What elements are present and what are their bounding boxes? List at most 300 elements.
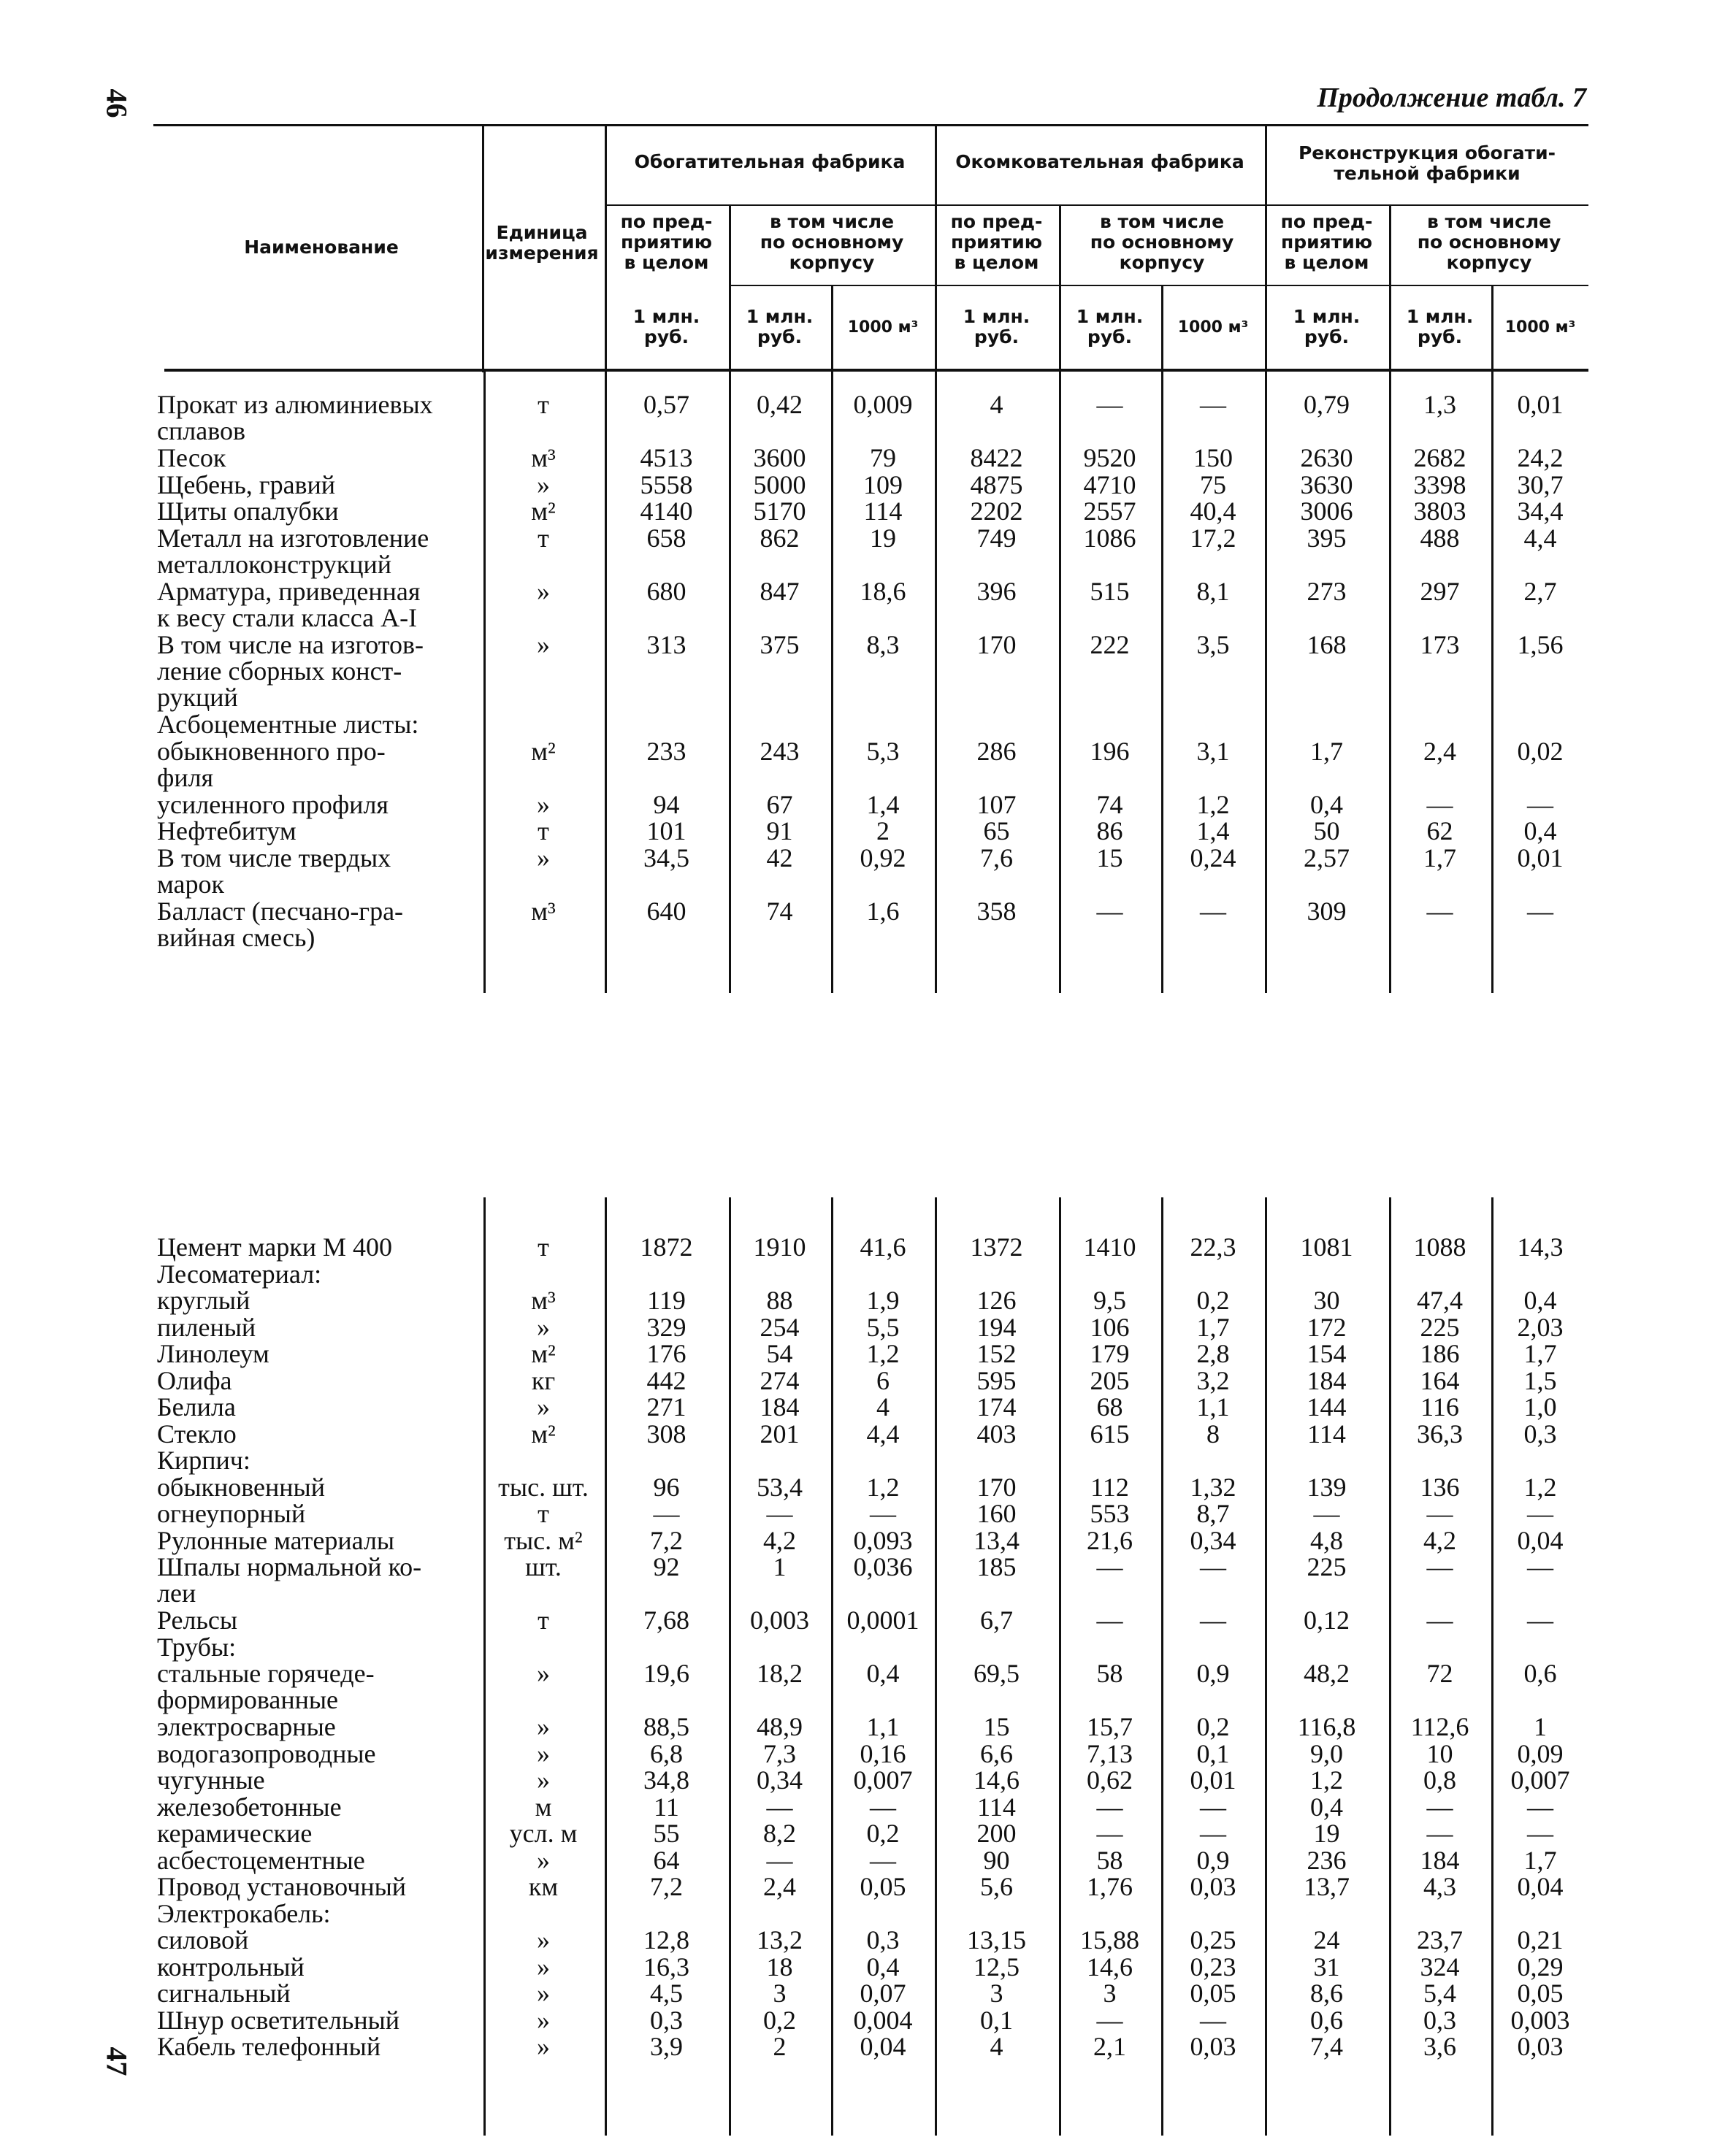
table-cell: 9,5: [1093, 1286, 1126, 1315]
table-cell: 0,92: [860, 843, 906, 872]
row-unit: м²: [531, 1419, 556, 1449]
table-cell: 1,4: [1196, 816, 1230, 845]
table-cell: —: [1200, 1606, 1226, 1635]
table-cell: 8422: [970, 443, 1023, 472]
table-cell: 19: [870, 523, 896, 553]
table-cell: 0,25: [1190, 1925, 1236, 1954]
table-cell: 6,8: [650, 1738, 683, 1768]
table-cell: 375: [760, 629, 800, 659]
table-cell: 3630: [1300, 469, 1353, 499]
column-rule: [729, 204, 731, 372]
table-cell: 0,05: [860, 1872, 906, 1901]
row-name: Олифа: [157, 1365, 232, 1395]
table-cell: 14,6: [1087, 1952, 1133, 1982]
table-cell: 15,88: [1080, 1925, 1139, 1954]
table-cell: 553: [1090, 1499, 1130, 1528]
table-cell: 0,9: [1196, 1659, 1230, 1688]
row-unit: »: [537, 1845, 550, 1875]
table-cell: 3398: [1413, 469, 1466, 499]
table-cell: 13,15: [967, 1925, 1026, 1954]
table-cell: 1872: [640, 1232, 693, 1262]
table-cell: 34,4: [1517, 496, 1564, 526]
table-cell: 184: [1307, 1365, 1347, 1395]
table-cell: —: [1200, 390, 1226, 419]
table-cell: 7,6: [980, 843, 1013, 872]
table-cell: 15: [983, 1712, 1010, 1741]
row-unit: м³: [531, 1286, 556, 1315]
table-cell: 1,2: [866, 1472, 900, 1502]
table-cell: 0,04: [1517, 1525, 1564, 1555]
table-cell: 3,2: [1196, 1365, 1230, 1395]
table-cell: 0,03: [1190, 1872, 1236, 1901]
row-unit: т: [538, 1499, 549, 1528]
table-cell: 4710: [1083, 469, 1136, 499]
row-unit: »: [537, 789, 550, 819]
header-bottom-rule: [164, 369, 1588, 372]
row-name: обыкновенный: [157, 1472, 326, 1502]
table-cell: 5,3: [866, 736, 900, 766]
table-cell: —: [1200, 896, 1226, 926]
table-cell: 92: [653, 1552, 680, 1581]
row-name: Кирпич:: [157, 1446, 250, 1475]
row-name: Шнур осветительный: [157, 2005, 400, 2035]
table-cell: 1,7: [1423, 843, 1456, 872]
table-cell: 0,6: [1310, 2005, 1343, 2035]
table-cell: 13,4: [974, 1525, 1020, 1555]
table-cell: 1088: [1413, 1232, 1466, 1262]
table-cell: 3006: [1300, 496, 1353, 526]
page-number-top: 46: [100, 88, 134, 118]
table-cell: 34,8: [643, 1765, 689, 1795]
table-cell: 1,6: [866, 896, 900, 926]
group-rule: [605, 204, 1588, 206]
row-unit: т: [538, 816, 549, 845]
table-cell: 273: [1307, 576, 1347, 606]
table-cell: 30,7: [1517, 469, 1564, 499]
row-unit: м: [535, 1792, 552, 1822]
table-cell: 7,2: [650, 1525, 683, 1555]
table-cell: —: [1426, 1606, 1453, 1635]
table-cell: 2,1: [1093, 2032, 1126, 2061]
table-cell: 31: [1313, 1952, 1340, 1982]
row-name: Металл на изготовление металлоконструкций: [157, 523, 429, 579]
table-cell: 442: [646, 1365, 686, 1395]
table-cell: 0,3: [1423, 2005, 1456, 2035]
table-cell: 23,7: [1417, 1925, 1463, 1954]
table-cell: —: [1426, 1792, 1453, 1822]
table-cell: 0,003: [750, 1606, 809, 1635]
table-top-rule: [153, 124, 1588, 126]
column-rule: [935, 124, 937, 372]
subgroup-rule: [730, 285, 1588, 286]
column-rule: [1389, 204, 1391, 372]
table-cell: —: [1527, 1499, 1553, 1528]
table-cell: 0,42: [757, 390, 803, 419]
table-cell: 0,12: [1304, 1606, 1350, 1635]
row-name: Кабель телефонный: [157, 2032, 381, 2061]
table-cell: 74: [1096, 789, 1123, 819]
row-unit: »: [537, 1979, 550, 2008]
table-cell: 64: [653, 1845, 680, 1875]
table-cell: 1,56: [1517, 629, 1564, 659]
table-cell: 680: [646, 576, 686, 606]
table-cell: 53,4: [757, 1472, 803, 1502]
table-cell: 172: [1307, 1312, 1347, 1342]
table-cell: 3,6: [1423, 2032, 1456, 2061]
table-cell: 0,3: [1523, 1419, 1557, 1449]
row-name: Балласт (песчано-гра- вийная смесь): [157, 896, 404, 952]
row-name: усиленного профиля: [157, 789, 389, 819]
table-cell: 116: [1420, 1392, 1459, 1422]
table-cell: 65: [983, 816, 1010, 845]
table-cell: 88: [766, 1286, 793, 1315]
table-cell: 8,2: [763, 1819, 796, 1848]
table-cell: 74: [766, 896, 793, 926]
table-cell: 18: [766, 1952, 793, 1982]
table-cell: 5,5: [866, 1312, 900, 1342]
table-cell: 48,9: [757, 1712, 803, 1741]
table-cell: 168: [1307, 629, 1347, 659]
row-name: обыкновенного про- филя: [157, 736, 386, 792]
table-cell: 243: [760, 736, 800, 766]
table-cell: 2,7: [1523, 576, 1557, 606]
table-cell: 50: [1313, 816, 1340, 845]
table-cell: —: [1200, 2005, 1226, 2035]
table-cell: 847: [760, 576, 800, 606]
header-unit-m3-3: 1000 м³: [1504, 318, 1576, 337]
table-cell: 90: [983, 1845, 1010, 1875]
table-cell: 1: [1534, 1712, 1547, 1741]
table-cell: 1081: [1300, 1232, 1353, 1262]
table-cell: 200: [976, 1819, 1017, 1848]
table-cell: 24: [1313, 1925, 1340, 1954]
table-cell: 36,3: [1417, 1419, 1463, 1449]
table-cell: 21,6: [1087, 1525, 1133, 1555]
table-cell: 184: [1420, 1845, 1460, 1875]
table-cell: 0,01: [1517, 843, 1564, 872]
row-unit: »: [537, 1765, 550, 1795]
table-cell: 30: [1313, 1286, 1340, 1315]
row-name: Нефтебитум: [157, 816, 297, 845]
row-unit: »: [537, 469, 550, 499]
table-cell: —: [1527, 896, 1553, 926]
table-cell: 403: [976, 1419, 1017, 1449]
row-name: Щебень, гравий: [157, 469, 336, 499]
column-rule: [1265, 124, 1267, 372]
table-cell: 55: [653, 1819, 680, 1848]
table-cell: 222: [1090, 629, 1130, 659]
row-name: Линолеум: [157, 1339, 269, 1368]
table-cell: 119: [647, 1286, 686, 1315]
column-rule: [482, 124, 484, 372]
table-cell: 615: [1090, 1419, 1130, 1449]
column-rule: [605, 124, 607, 372]
table-cell: 8: [1206, 1419, 1220, 1449]
table-cell: 0,9: [1196, 1845, 1230, 1875]
header-building-1: в том числе по основному корпусу: [760, 211, 904, 273]
table-cell: 3803: [1413, 496, 1466, 526]
table-cell: 1,7: [1523, 1845, 1557, 1875]
table-cell: 173: [1420, 629, 1460, 659]
table-cell: 1,7: [1310, 736, 1343, 766]
table-cell: 68: [1096, 1392, 1123, 1422]
header-name: Наименование: [244, 237, 399, 258]
table-cell: 176: [646, 1339, 686, 1368]
table-cell: 329: [646, 1312, 686, 1342]
table-cell: 11: [654, 1792, 679, 1822]
table-cell: 58: [1096, 1659, 1123, 1688]
table-cell: 0,03: [1517, 2032, 1564, 2061]
table-cell: 313: [646, 629, 686, 659]
row-name: Цемент марки М 400: [157, 1232, 393, 1262]
header-unit-m3-2: 1000 м³: [1177, 318, 1249, 337]
table-cell: 5170: [753, 496, 806, 526]
row-unit: тыс. шт.: [498, 1472, 589, 1502]
table-cell: 297: [1420, 576, 1460, 606]
table-cell: 8,1: [1196, 576, 1230, 606]
row-name: круглый: [157, 1286, 250, 1315]
header-group-2: Окомковательная фабрика: [955, 151, 1244, 172]
table-cell: 7,3: [763, 1738, 796, 1768]
table-cell: 0,16: [860, 1738, 906, 1768]
table-cell: 62: [1426, 816, 1453, 845]
table-cell: 24,2: [1517, 443, 1564, 472]
table-cell: 101: [646, 816, 686, 845]
row-name: Рельсы: [157, 1606, 238, 1635]
table-cell: 396: [976, 576, 1017, 606]
table-cell: 749: [976, 523, 1017, 553]
table-cell: 58: [1096, 1845, 1123, 1875]
row-name: Арматура, приведенная к весу стали класса А-I: [157, 576, 421, 632]
table-cell: 154: [1307, 1339, 1347, 1368]
table-cell: 0,29: [1517, 1952, 1564, 1982]
table-cell: 0,04: [1517, 1872, 1564, 1901]
table-cell: 7,2: [650, 1872, 683, 1901]
table-cell: 170: [976, 629, 1017, 659]
table-cell: —: [1096, 1606, 1123, 1635]
row-name: контрольный: [157, 1952, 305, 1982]
table-cell: 3,9: [650, 2032, 683, 2061]
table-cell: 196: [1090, 736, 1130, 766]
table-cell: 595: [976, 1365, 1017, 1395]
table-cell: 658: [646, 523, 686, 553]
row-name: пиленый: [157, 1312, 256, 1342]
row-unit: »: [537, 1738, 550, 1768]
header-building-3: в том числе по основному корпусу: [1417, 211, 1561, 273]
row-name: Асбоцементные листы:: [157, 710, 419, 739]
table-cell: 862: [760, 523, 800, 553]
table-cell: 488: [1420, 523, 1460, 553]
row-name: Шпалы нормальной ко- леи: [157, 1552, 422, 1608]
table-cell: 0,57: [643, 390, 689, 419]
table-cell: 308: [646, 1419, 686, 1449]
row-name: керамические: [157, 1819, 313, 1848]
table-cell: 0,4: [866, 1659, 900, 1688]
table-cell: 1,7: [1196, 1312, 1230, 1342]
table-cell: 91: [766, 816, 793, 845]
table-cell: 69,5: [974, 1659, 1020, 1688]
column-rule: [1161, 285, 1163, 372]
table-cell: 515: [1090, 576, 1130, 606]
row-name: силовой: [157, 1925, 249, 1954]
row-name: электросварные: [157, 1712, 336, 1741]
row-unit: »: [537, 2032, 550, 2061]
table-cell: 0,0001: [846, 1606, 919, 1635]
row-unit: »: [537, 1712, 550, 1741]
table-cell: 10: [1426, 1738, 1453, 1768]
table-cell: 640: [646, 896, 686, 926]
row-name: сигнальный: [157, 1979, 291, 2008]
table-cell: —: [1426, 789, 1453, 819]
table-cell: 1910: [753, 1232, 806, 1262]
table-cell: 0,007: [853, 1765, 913, 1795]
header-unit-mln-5: 1 млн. руб.: [1293, 306, 1361, 348]
table-cell: 286: [976, 736, 1017, 766]
row-name: Щиты опалубки: [157, 496, 339, 526]
header-enterprise-3: по пред- приятию в целом: [1280, 211, 1373, 273]
table-cell: 3600: [753, 443, 806, 472]
table-cell: —: [870, 1499, 896, 1528]
row-unit: кг: [531, 1365, 556, 1395]
table-cell: 48,2: [1304, 1659, 1350, 1688]
row-name: В том числе на изготов- ление сборных конст- рукций: [157, 629, 424, 712]
table-cell: 114: [1307, 1419, 1346, 1449]
table-cell: 8,3: [866, 629, 900, 659]
table-cell: 136: [1420, 1472, 1460, 1502]
table-cell: 107: [976, 789, 1017, 819]
row-unit: »: [537, 2005, 550, 2035]
table-cell: —: [1313, 1499, 1340, 1528]
table-cell: 4,2: [763, 1525, 796, 1555]
table-cell: —: [1527, 1606, 1553, 1635]
table-cell: 96: [653, 1472, 680, 1502]
table-cell: 0,036: [853, 1552, 913, 1581]
table-cell: 164: [1420, 1365, 1460, 1395]
row-name: Песок: [157, 443, 226, 472]
table-cell: 2557: [1083, 496, 1136, 526]
header-unit-m3-1: 1000 м³: [847, 318, 919, 337]
table-cell: 152: [976, 1339, 1017, 1368]
table-cell: 3,1: [1196, 736, 1230, 766]
table-cell: 0,4: [866, 1952, 900, 1982]
table-cell: 0,003: [1510, 2005, 1570, 2035]
table-cell: —: [1426, 896, 1453, 926]
table-cell: —: [1426, 1819, 1453, 1848]
table-cell: 15: [1096, 843, 1123, 872]
table-cell: 274: [760, 1365, 800, 1395]
table-cell: 179: [1090, 1339, 1130, 1368]
table-cell: 112: [1090, 1472, 1129, 1502]
table-cell: 0,01: [1517, 390, 1564, 419]
table-cell: —: [653, 1499, 680, 1528]
row-name: Электрокабель:: [157, 1898, 331, 1928]
header-unit-mln-1: 1 млн. руб.: [632, 306, 700, 348]
header-unit-mln-4: 1 млн. руб.: [1076, 306, 1144, 348]
table-cell: 7,13: [1087, 1738, 1133, 1768]
table-cell: 2: [876, 816, 890, 845]
row-unit: »: [537, 1312, 550, 1342]
table-cell: —: [1527, 789, 1553, 819]
row-unit: »: [537, 1952, 550, 1982]
row-name: водогазопроводные: [157, 1738, 376, 1768]
header-unit: Единица измерения: [485, 222, 599, 264]
table-cell: —: [870, 1845, 896, 1875]
row-name: Рулонные материалы: [157, 1525, 395, 1555]
header-enterprise-2: по пред- приятию в целом: [950, 211, 1043, 273]
table-cell: 1,2: [1196, 789, 1230, 819]
table-cell: 8,6: [1310, 1979, 1343, 2008]
table-cell: 1,2: [1310, 1765, 1343, 1795]
table-cell: —: [766, 1845, 793, 1875]
table-cell: 18,6: [860, 576, 906, 606]
page-number-bottom: 47: [100, 2046, 134, 2076]
table-cell: 79: [870, 443, 896, 472]
table-cell: 42: [766, 843, 793, 872]
table-cell: 86: [1096, 816, 1123, 845]
table-cell: 4140: [640, 496, 693, 526]
table-cell: 13,2: [757, 1925, 803, 1954]
table-cell: 324: [1420, 1952, 1460, 1982]
table-cell: 1372: [970, 1232, 1023, 1262]
table-cell: 201: [760, 1419, 800, 1449]
table-cell: 3: [990, 1979, 1003, 2008]
table-cell: 0,093: [853, 1525, 913, 1555]
table-cell: 184: [760, 1392, 800, 1422]
table-cell: 309: [1307, 896, 1347, 926]
table-cell: 0,4: [1310, 789, 1343, 819]
table-cell: 94: [653, 789, 680, 819]
table-cell: 34,5: [643, 843, 689, 872]
table-cell: 0,34: [1190, 1525, 1236, 1555]
row-unit: м²: [531, 1339, 556, 1368]
table-cell: 0,2: [1196, 1286, 1230, 1315]
table-cell: 0,4: [1310, 1792, 1343, 1822]
row-name: асбестоцементные: [157, 1845, 365, 1875]
table-cell: —: [1426, 1552, 1453, 1581]
table-cell: 1410: [1083, 1232, 1136, 1262]
table-cell: 139: [1307, 1472, 1347, 1502]
table-cell: 1,9: [866, 1286, 900, 1315]
table-cell: 18,2: [757, 1659, 803, 1688]
row-name: Стекло: [157, 1419, 237, 1449]
table-cell: 116,8: [1297, 1712, 1356, 1741]
table-cell: 126: [976, 1286, 1017, 1315]
table-cell: 4,8: [1310, 1525, 1343, 1555]
table-cell: 4,4: [1523, 523, 1557, 553]
table-cell: 4: [876, 1392, 890, 1422]
table-cell: 0,6: [1523, 1659, 1557, 1688]
table-cell: 0,79: [1304, 390, 1350, 419]
table-cell: 0,21: [1517, 1925, 1564, 1954]
table-cell: 54: [766, 1339, 793, 1368]
table-cell: 2630: [1300, 443, 1353, 472]
table-cell: —: [1096, 896, 1123, 926]
table-cell: 2,4: [763, 1872, 796, 1901]
table-cell: 271: [646, 1392, 686, 1422]
table-cell: 0,05: [1190, 1979, 1236, 2008]
table-cell: 75: [1200, 469, 1226, 499]
table-cell: 14,3: [1517, 1232, 1564, 1262]
table-cell: 5,6: [980, 1872, 1013, 1901]
table-cell: 4,4: [866, 1419, 900, 1449]
row-unit: »: [537, 843, 550, 872]
table-cell: 47,4: [1417, 1286, 1463, 1315]
table-cell: —: [1096, 1552, 1123, 1581]
table-cell: 1,4: [866, 789, 900, 819]
table-cell: 114: [863, 496, 903, 526]
table-cell: 5558: [640, 469, 693, 499]
table-cell: 1,2: [866, 1339, 900, 1368]
